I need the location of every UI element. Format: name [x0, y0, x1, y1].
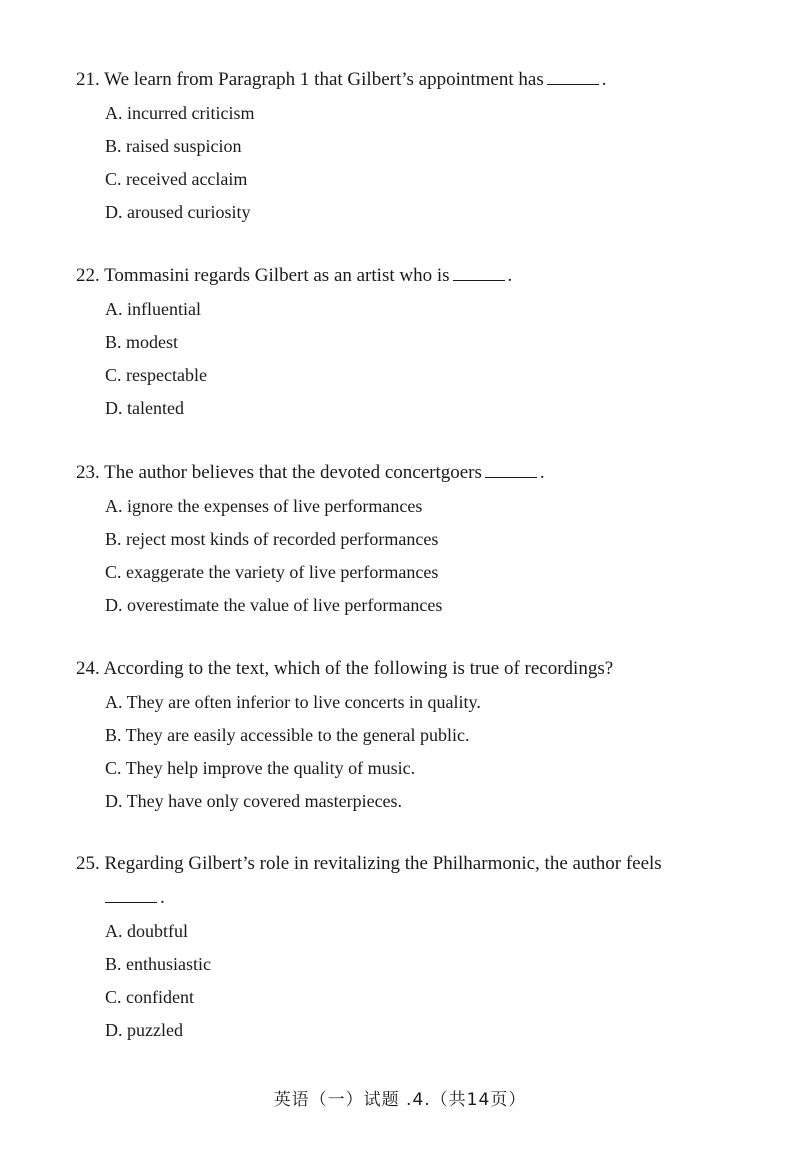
- question-25: [76, 852, 736, 1051]
- question-stem: [76, 68, 736, 92]
- option-a: A. ignore the expenses of live performances: [105, 496, 423, 516]
- stem-punct: .: [601, 69, 607, 90]
- question-stem: [76, 852, 736, 910]
- option-a: A. incurred criticism: [105, 103, 255, 123]
- option-c: C. They help improve the quality of music.: [105, 758, 416, 778]
- options-list: [76, 919, 736, 1051]
- option-d: D. aroused curiosity: [105, 202, 251, 222]
- answer-blank: [485, 461, 537, 478]
- option-c: C. respectable: [105, 365, 207, 385]
- stem-text: 21. We learn from Paragraph 1 that Gilbert’s appointment has: [76, 69, 544, 90]
- option-b: B. They are easily accessible to the general public.: [105, 725, 470, 745]
- question-24: [76, 657, 736, 822]
- options-list: [76, 297, 736, 429]
- stem-punct: .: [539, 462, 545, 483]
- stem-text: 22. Tommasini regards Gilbert as an artist who is: [76, 265, 450, 286]
- question-23: [76, 461, 736, 626]
- option-a: A. influential: [105, 299, 201, 319]
- option-a: A. They are often inferior to live concerts in quality.: [105, 692, 481, 712]
- option-d: D. puzzled: [105, 1020, 183, 1040]
- stem-punct: .: [507, 265, 513, 286]
- option-c: C. confident: [105, 987, 194, 1007]
- option-d: D. talented: [105, 398, 184, 418]
- stem-punct: .: [160, 887, 165, 908]
- question-stem: [76, 264, 736, 288]
- stem-continuation: [76, 886, 736, 910]
- question-stem: [76, 461, 736, 485]
- answer-blank: [547, 68, 599, 85]
- options-list: [76, 101, 736, 233]
- stem-text: 23. The author believes that the devoted concertgoers: [76, 462, 482, 483]
- option-c: C. received acclaim: [105, 169, 248, 189]
- page-footer: 英语（一）试题 .4.（共14页）: [273, 1090, 527, 1110]
- answer-blank: [105, 886, 157, 903]
- question-stem: [76, 657, 736, 681]
- options-list: [76, 494, 736, 626]
- question-21: [76, 68, 736, 233]
- option-b: B. reject most kinds of recorded performances: [105, 529, 439, 549]
- option-c: C. exaggerate the variety of live performances: [105, 562, 439, 582]
- option-b: B. modest: [105, 332, 179, 352]
- option-a: A. doubtful: [105, 921, 188, 941]
- option-b: B. raised suspicion: [105, 136, 242, 156]
- options-list: [76, 690, 736, 822]
- option-b: B. enthusiastic: [105, 954, 211, 974]
- question-22: [76, 264, 736, 429]
- stem-text: 24. According to the text, which of the following is true of recordings?: [76, 658, 614, 679]
- stem-text: 25. Regarding Gilbert’s role in revitalizing the Philharmonic, the author feels: [76, 853, 662, 874]
- option-d: D. They have only covered masterpieces.: [105, 791, 403, 811]
- option-d: D. overestimate the value of live performances: [105, 595, 443, 615]
- answer-blank: [453, 264, 505, 281]
